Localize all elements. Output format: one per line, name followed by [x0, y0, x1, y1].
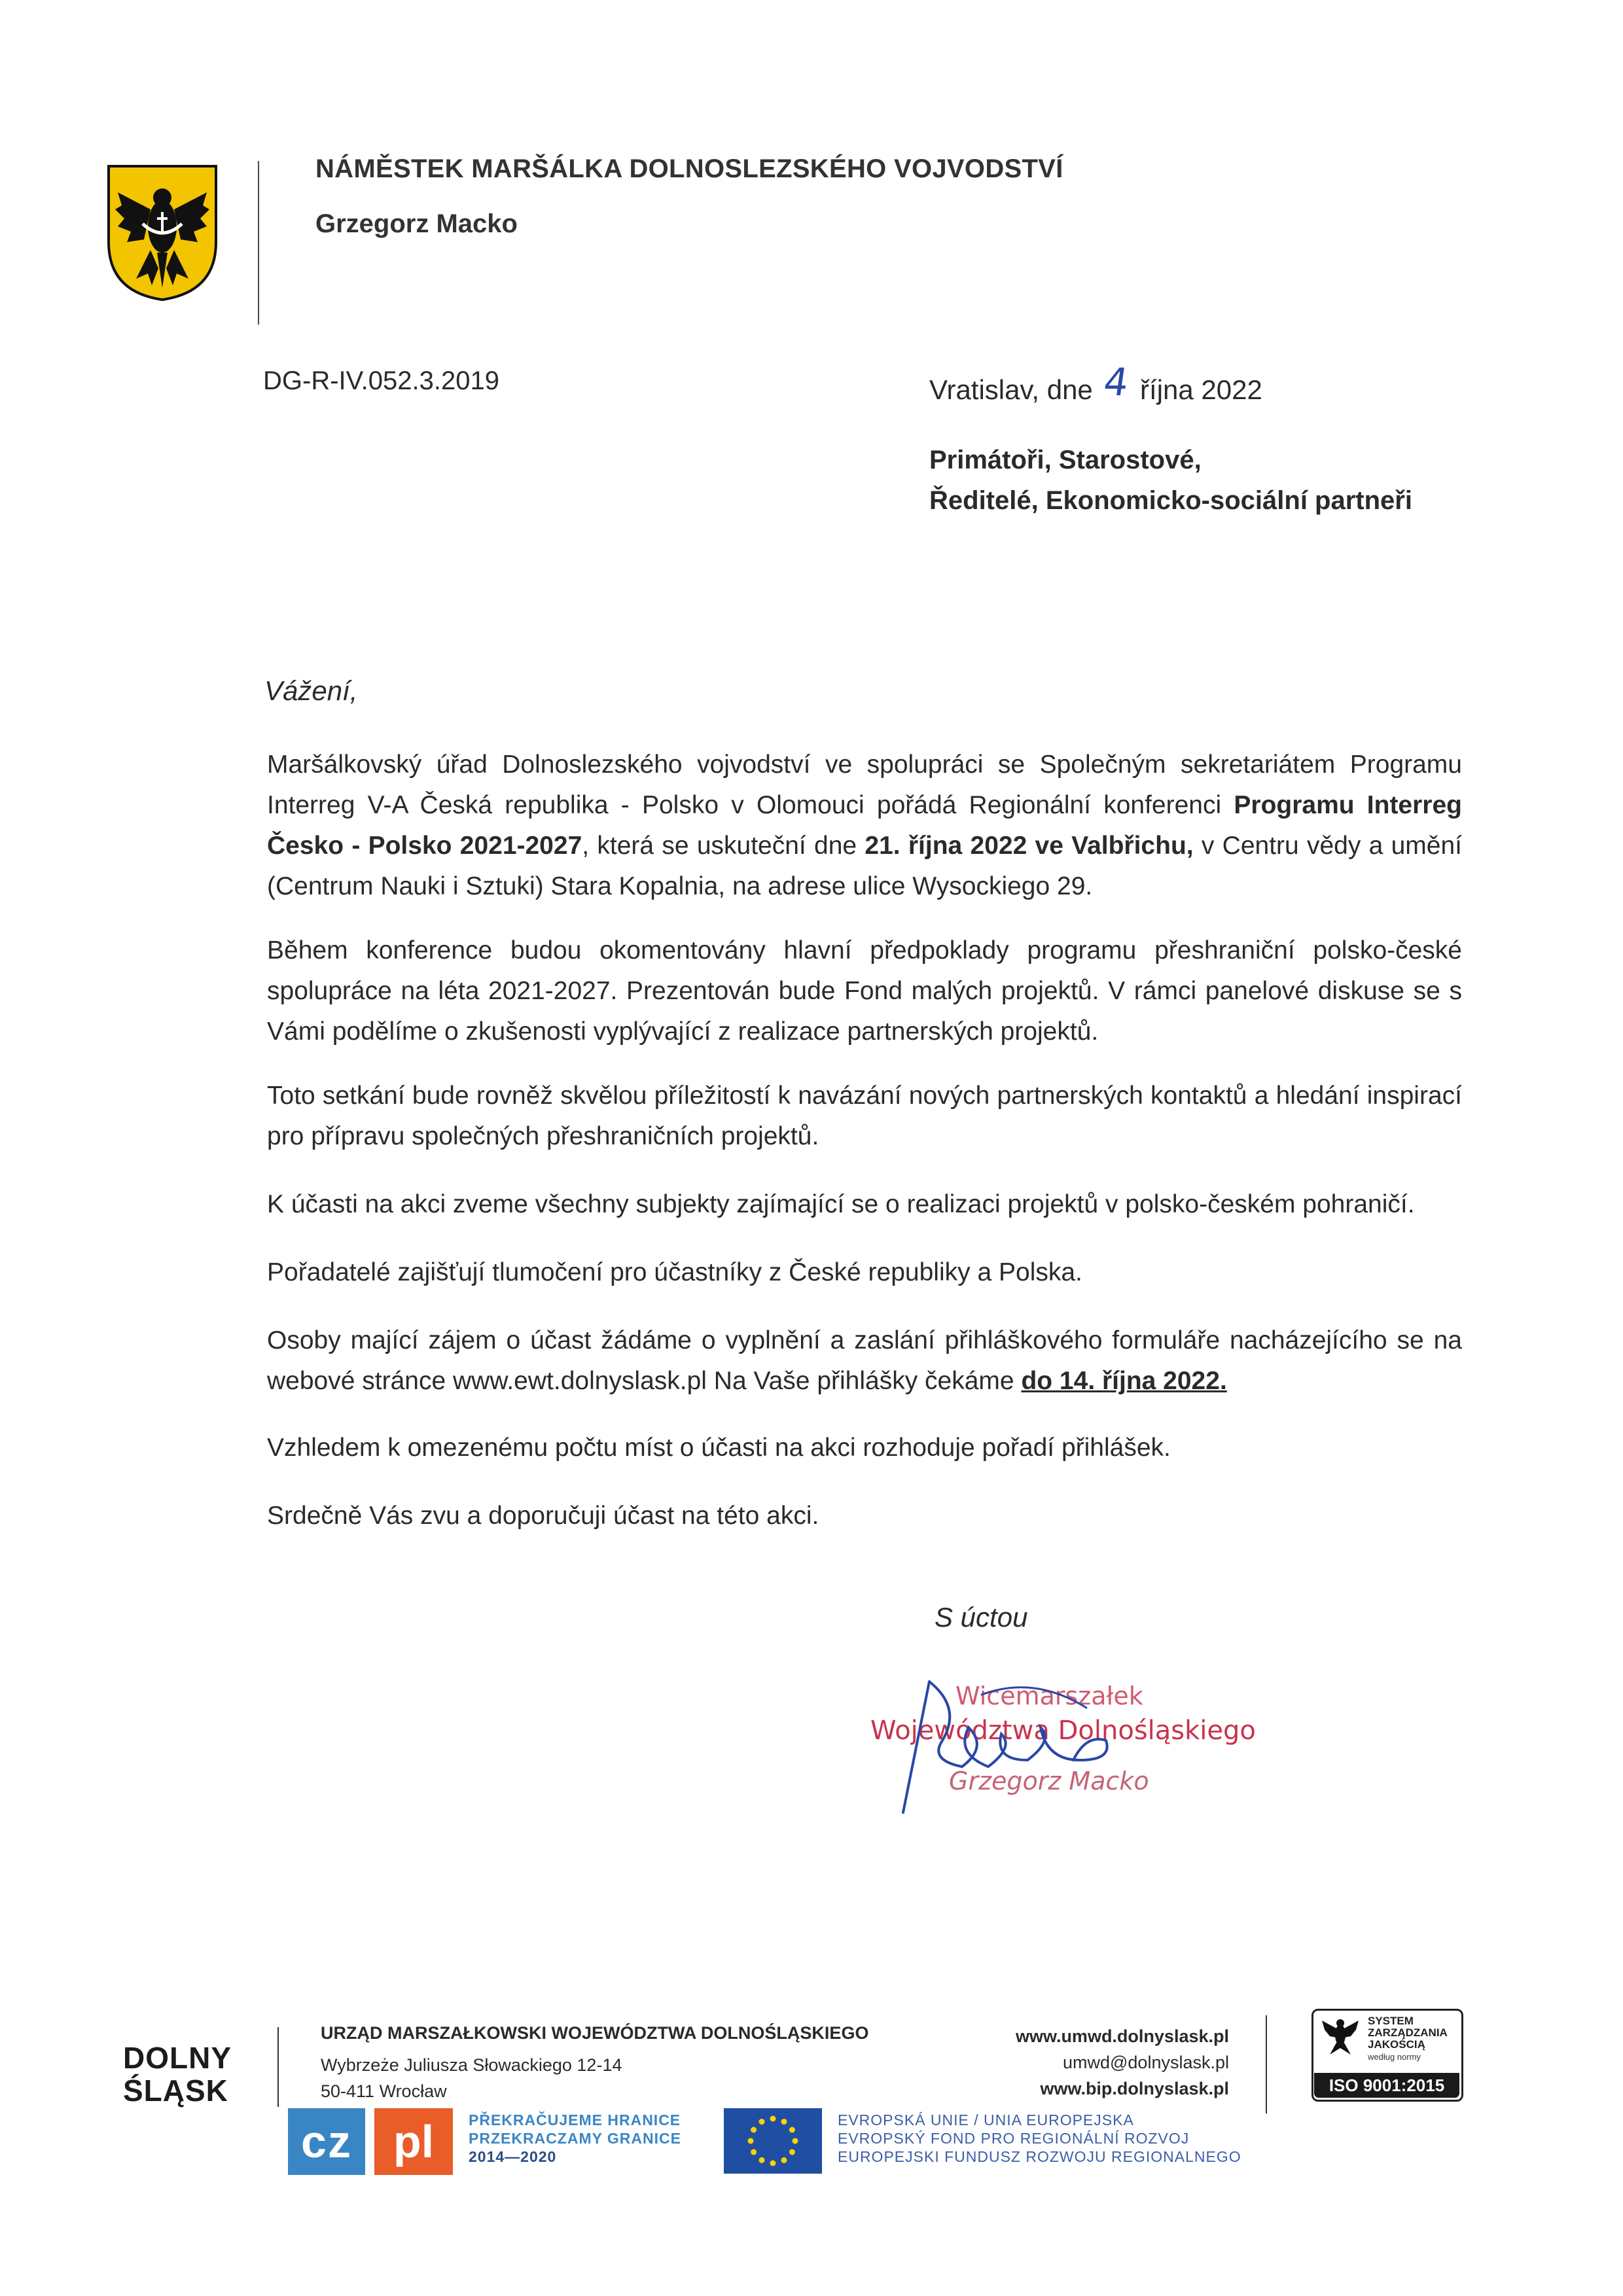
- stamp-line-2: Województwa Dolnośląskiego: [870, 1716, 1256, 1746]
- eu-star: [759, 2157, 765, 2163]
- paragraph-2: Během konference budou okomentovány hlavní předpoklady programu přeshraniční polsko-české spolupráce na léta 2021-2027. Prezentován bude Fond malých projektů. V rámci panelové diskuse se s Vámi podělíme o zkušenosti vyplývající z realizace partnerských projektů.: [267, 936, 1462, 1046]
- eu-line-1: EVROPSKÁ UNIE / UNIA EUROPEJSKA: [838, 2111, 1134, 2128]
- website-link[interactable]: www.umwd.dolnyslask.pl: [1015, 2026, 1229, 2046]
- office-name: URZĄD MARSZAŁKOWSKI WOJEWÓDZTWA DOLNOŚLĄSKIEGO: [321, 2023, 869, 2043]
- date-suffix: října 2022: [1140, 374, 1262, 405]
- p1-bold-2: 21. října 2022 ve Valbřichu,: [865, 832, 1194, 860]
- paragraph-1: [267, 745, 1462, 907]
- paragraph-6: [267, 1320, 1462, 1402]
- slogan-pl: PRZEKRACZAMY GRANICE: [469, 2130, 681, 2147]
- closing: S úctou: [935, 1602, 1028, 1633]
- logo-line-2: ŚLĄSK: [123, 2074, 228, 2108]
- logo-line-1: DOLNY: [123, 2041, 232, 2075]
- eu-funding-text: [838, 2111, 1241, 2166]
- footer-divider-left: [277, 2027, 279, 2107]
- stamp-line-1: Wicemarszałek: [955, 1682, 1143, 1710]
- eu-star: [781, 2119, 787, 2125]
- sender-title: NÁMĚSTEK MARŠÁLKA DOLNOSLEZSKÉHO VOJVODSTVÍ: [315, 154, 1063, 183]
- cz-pl-program-logo: [288, 2108, 453, 2175]
- iso-system-label: [1368, 2015, 1448, 2051]
- paragraph-5: Pořadatelé zajišťují tlumočení pro účastníky z České republiky a Polska.: [267, 1258, 1082, 1286]
- addressee-line-1: Primátoři, Starostové,: [929, 446, 1202, 474]
- eu-star: [751, 2149, 757, 2155]
- addressee: [929, 440, 1412, 521]
- eu-star: [781, 2157, 787, 2163]
- p1-text-2: , která se uskuteční dne: [582, 832, 865, 860]
- paragraph-7: Vzhledem k omezenému počtu míst o účasti na akci rozhoduje pořadí přihlášek.: [267, 1434, 1171, 1462]
- date-day-handwritten: 4: [1101, 360, 1132, 404]
- eu-star: [770, 2161, 776, 2166]
- office-address: [321, 2052, 622, 2104]
- program-slogan: [469, 2111, 681, 2166]
- slogan-cz: PŘEKRAČUJEME HRANICE: [469, 2111, 681, 2128]
- paragraph-8: Srdečně Vás zvu a doporučuji účast na této akci.: [267, 1502, 819, 1530]
- eu-star: [748, 2138, 754, 2144]
- eu-star: [759, 2119, 765, 2125]
- eu-star: [770, 2116, 776, 2122]
- iso-certificate-badge: [1311, 2009, 1462, 2100]
- eu-line-2: EVROPSKÝ FOND PRO REGIONÁLNÍ ROZVOJ: [838, 2130, 1190, 2147]
- eu-star: [751, 2127, 757, 2133]
- footer-divider-right: [1266, 2015, 1267, 2113]
- paragraph-4: K účasti na akci zveme všechny subjekty zajímající se o realizaci projektů v polsko-českém pohraničí.: [267, 1190, 1415, 1218]
- program-years: 2014—2020: [469, 2148, 557, 2165]
- p6-text-1: Osoby mající zájem o účast žádáme o vyplnění a zaslání přihláškového formuláře nacházejícího se na webové stránce www.ewt.dolnyslask.pl Na Vaše přihlášky čekáme: [267, 1326, 1462, 1395]
- iso-standard: ISO 9001:2015: [1314, 2073, 1459, 2098]
- pl-block: pl: [374, 2108, 453, 2175]
- salutation: Vážení,: [264, 675, 358, 706]
- reference-number: DG-R-IV.052.3.2019: [263, 366, 499, 395]
- eu-flag-icon: [724, 2108, 822, 2174]
- iso-line-3: JAKOŚCIĄ: [1368, 2038, 1425, 2051]
- handwritten-signature: [890, 1669, 1165, 1839]
- paragraph-3: Toto setkání bude rovněž skvělou příležitostí k navázání nových partnerských kontaktů a hledání inspirací pro přípravu společných přeshraničních projektů.: [267, 1082, 1462, 1150]
- date-prefix: Vratislav, dne: [929, 374, 1093, 405]
- email-link[interactable]: umwd@dolnyslask.pl: [1062, 2053, 1229, 2072]
- eu-star: [793, 2138, 798, 2144]
- p1-text-3: v Centru vědy a umění (Centrum Nauki i Sztuki) Stara Kopalnia, na adrese ulice Wysockiego 29.: [267, 832, 1463, 900]
- eu-star: [789, 2149, 795, 2155]
- sender-name: Grzegorz Macko: [315, 209, 518, 238]
- bip-link[interactable]: www.bip.dolnyslask.pl: [1040, 2079, 1229, 2098]
- office-street: Wybrzeże Juliusza Słowackiego 12-14: [321, 2055, 622, 2075]
- p1-bold-1: Programu Interreg Česko - Polsko 2021-2027: [267, 791, 1462, 860]
- header-divider: [258, 161, 259, 325]
- iso-line-2: ZARZĄDZANIA: [1368, 2026, 1448, 2039]
- cz-block: cz: [288, 2108, 365, 2175]
- eu-star: [789, 2127, 795, 2133]
- date-line: [929, 360, 1262, 408]
- dolny-slask-logo: [123, 2041, 232, 2107]
- iso-norm-label: według normy: [1368, 2052, 1421, 2062]
- eu-line-3: EUROPEJSKI FUNDUSZ ROZWOJU REGIONALNEGO: [838, 2148, 1241, 2165]
- iso-line-1: SYSTEM: [1368, 2015, 1414, 2027]
- silesian-eagle-crest-icon: [105, 164, 220, 302]
- contact-links: [916, 2023, 1229, 2102]
- stamp-line-3: Grzegorz Macko: [949, 1767, 1149, 1795]
- office-city: 50-411 Wrocław: [321, 2081, 447, 2101]
- eagle-mark-icon: [1321, 2015, 1360, 2056]
- addressee-line-2: Ředitelé, Ekonomicko-sociální partneři: [929, 486, 1412, 515]
- p6-deadline: do 14. října 2022.: [1021, 1367, 1227, 1395]
- p1-text-1: Maršálkovský úřad Dolnoslezského vojvodství ve spolupráci se Společným sekretariátem Programu Interreg V-A Česká republika - Polsko v Olomouci pořádá Regionální konferenci: [267, 751, 1462, 819]
